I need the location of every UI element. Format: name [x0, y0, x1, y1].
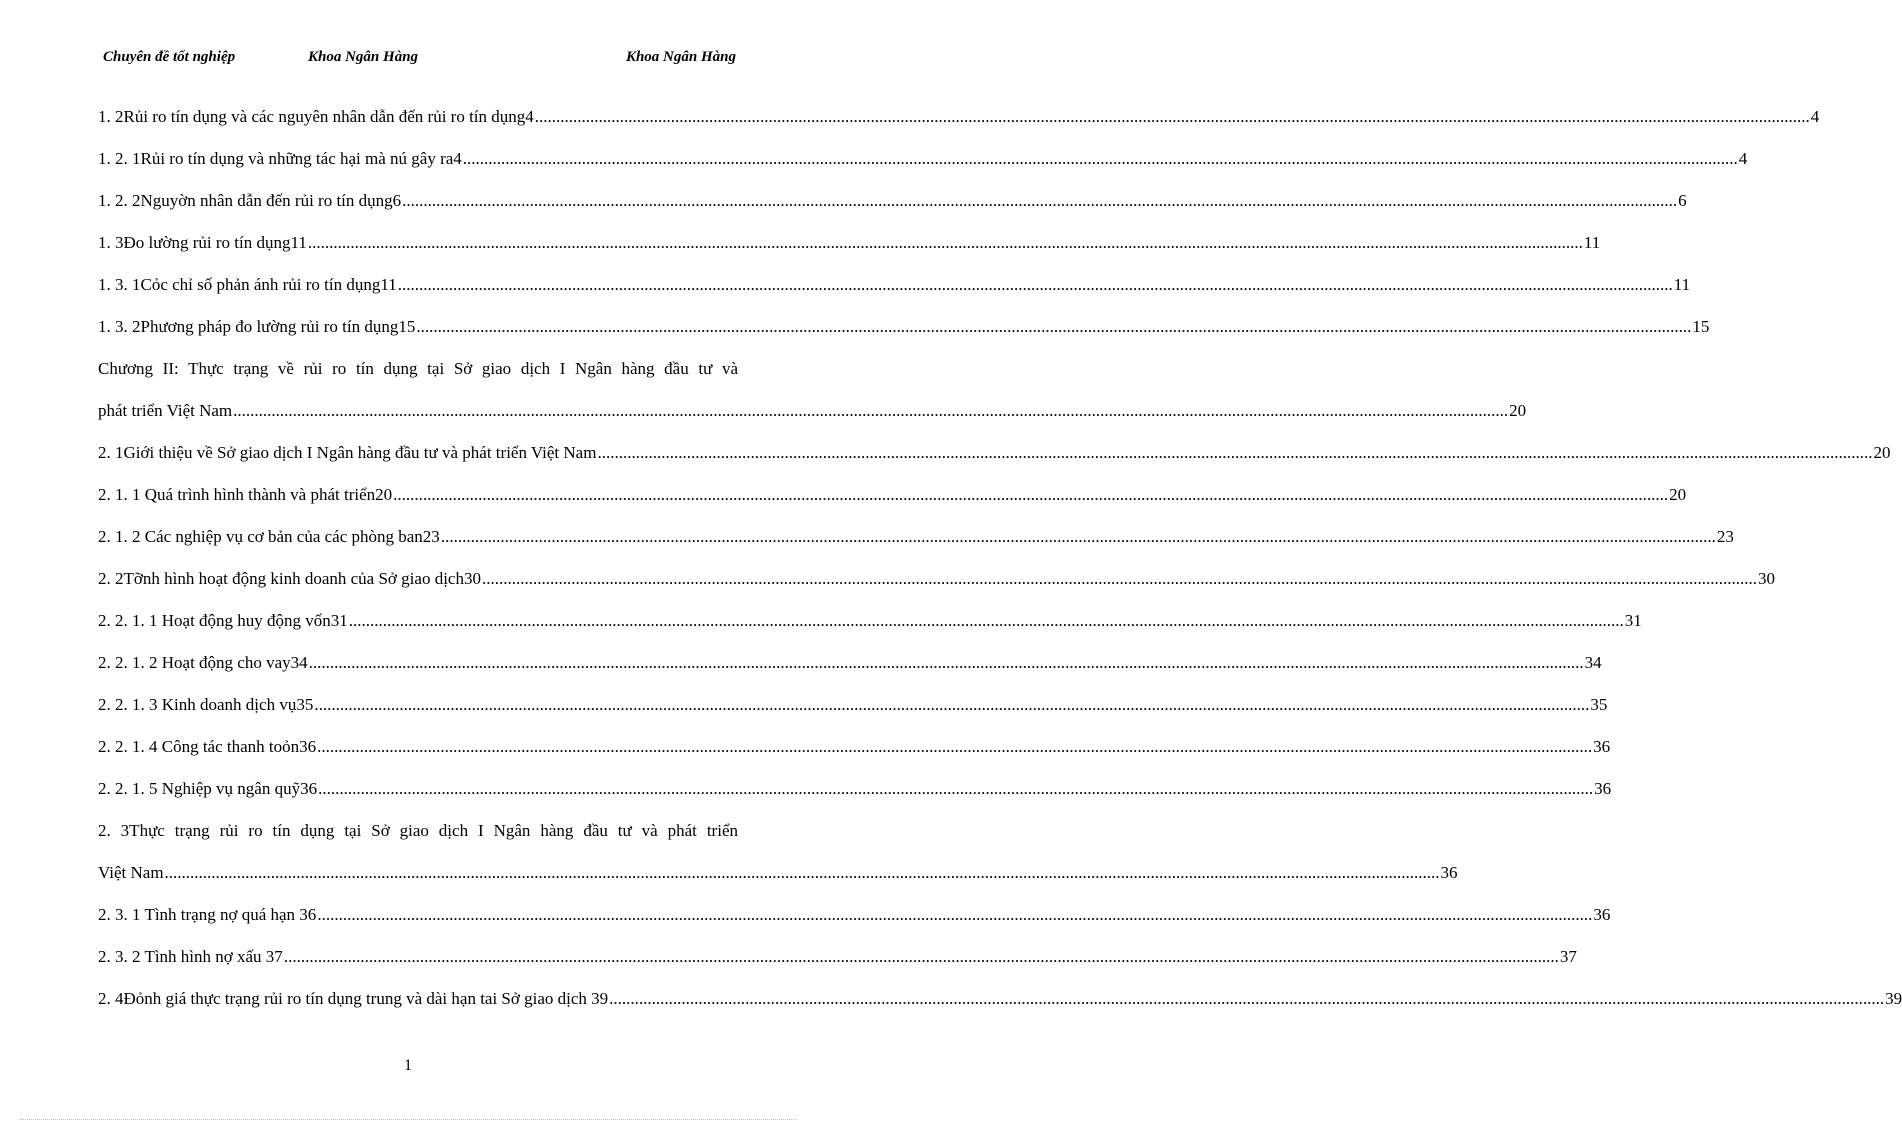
- toc-entry-title: 2. 2Tỡnh hình hoạt động kinh doanh của Sở giao dịch30: [98, 569, 481, 588]
- toc-entry[interactable]: [98, 569, 1775, 611]
- toc-entry-title: 1. 2Rủi ro tín dụng và các nguyên nhân dẫn đến rủi ro tín dụng4: [98, 107, 534, 126]
- toc-dot-leader: ............................................................................................................................................................................................................................................................................................................: [481, 569, 1757, 588]
- toc-entry-title: 2. 4Đỏnh giá thực trạng rủi ro tín dụng trung và dài hạn tai Sở giao dịch 39: [98, 989, 609, 1008]
- toc-entry-title-line1: Chương II: Thực trạng về rủi ro tín dụng tại Sở giao dịch I Ngân hàng đầu tư và: [98, 359, 738, 378]
- toc-dot-leader: ............................................................................................................................................................................................................................................................................................................: [318, 779, 1594, 798]
- toc-entry[interactable]: [98, 653, 1602, 695]
- toc-dot-leader: ............................................................................................................................................................................................................................................................................................................: [308, 653, 1584, 672]
- toc-page-number: 30: [1757, 569, 1775, 588]
- toc-entry-title: 2. 3. 2 Tình hình nợ xấu 37: [98, 947, 283, 966]
- toc-page-number: 36: [1594, 779, 1612, 798]
- toc-dot-leader: ............................................................................................................................................................................................................................................................................................................: [597, 443, 1873, 462]
- toc-page-number: 36: [1593, 905, 1611, 924]
- toc-page-number: 6: [1678, 191, 1687, 210]
- toc-entry[interactable]: [98, 905, 1611, 947]
- toc-page-number: 20: [1509, 401, 1527, 420]
- page-header: [0, 49, 816, 71]
- toc-entry-title: 2. 2. 1. 4 Công tác thanh toỏn36: [98, 737, 317, 756]
- toc-dot-leader: ............................................................................................................................................................................................................................................................................................................: [440, 527, 1716, 546]
- toc-entry[interactable]: [98, 443, 1891, 485]
- toc-page-number: 4: [1738, 149, 1748, 168]
- toc-entry-title: 1. 2. 2Nguyờn nhân dẫn đến rủi ro tín dụng6: [98, 191, 402, 210]
- toc-entry[interactable]: [98, 695, 1608, 737]
- toc-entry[interactable]: [98, 485, 1687, 527]
- toc-entry[interactable]: [98, 989, 1902, 1031]
- header-right-title: Khoa Ngân Hàng: [625, 49, 736, 65]
- header-left-title: Chuyên đề tốt nghiệp: [103, 49, 236, 65]
- toc-page-number: 20: [1669, 485, 1687, 504]
- bottom-divider: [20, 1119, 796, 1120]
- toc-entry[interactable]: [98, 359, 1527, 443]
- toc-dot-leader: ............................................................................................................................................................................................................................................................................................................: [233, 401, 1509, 420]
- toc-dot-leader: ............................................................................................................................................................................................................................................................................................................: [317, 905, 1593, 924]
- toc-entry-title: 2. 1. 1 Quá trình hình thành và phát triển20: [98, 485, 393, 504]
- toc-entry-title-line1: 2. 3Thực trạng rủi ro tín dụng tại Sở giao dịch I Ngân hàng đầu tư và phát triển: [98, 821, 738, 840]
- toc-entry-title: 1. 3. 1Cỏc chỉ số phản ánh rủi ro tín dụng11: [98, 275, 397, 294]
- toc-entry[interactable]: [98, 527, 1734, 569]
- page-number: 1: [404, 1057, 412, 1074]
- toc-page-number: 36: [1593, 737, 1611, 756]
- toc-page-number: 15: [1692, 317, 1710, 336]
- toc-entry[interactable]: [98, 191, 1687, 233]
- toc-dot-leader: ............................................................................................................................................................................................................................................................................................................: [393, 485, 1669, 504]
- toc-dot-leader: ............................................................................................................................................................................................................................................................................................................: [402, 191, 1678, 210]
- toc-entry-title: 2. 3. 1 Tình trạng nợ quá hạn 36: [98, 905, 317, 924]
- toc-entry[interactable]: [98, 275, 1691, 317]
- toc-page-number: 20: [1873, 443, 1891, 462]
- toc-entry-title: 2. 1Giới thiệu về Sở giao dịch I Ngân hàng đầu tư và phát triển Việt Nam: [98, 443, 597, 462]
- toc-dot-leader: ............................................................................................................................................................................................................................................................................................................: [534, 107, 1810, 126]
- toc-entry-title: 1. 2. 1Rủi ro tín dụng và những tác hại mà nú gây ra4: [98, 149, 462, 168]
- toc-page-number: 34: [1584, 653, 1602, 672]
- toc-entry[interactable]: [98, 611, 1642, 653]
- toc-page-number: 11: [1673, 275, 1691, 294]
- header-center-title: Khoa Ngân Hàng: [308, 49, 419, 65]
- toc-dot-leader: ............................................................................................................................................................................................................................................................................................................: [348, 611, 1624, 630]
- toc-entry-title: 1. 3Đo lường rủi ro tín dụng11: [98, 233, 307, 252]
- toc-page-number: 39: [1885, 989, 1902, 1008]
- toc-page-number: 35: [1590, 695, 1608, 714]
- toc-entry-title: Việt Nam: [98, 863, 164, 882]
- toc-entry[interactable]: [98, 317, 1710, 359]
- toc-entry[interactable]: [98, 779, 1612, 821]
- toc-entry[interactable]: [98, 233, 1601, 275]
- toc-entry-title: 2. 2. 1. 5 Nghiệp vụ ngân quỹ36: [98, 779, 318, 798]
- toc-dot-leader: ............................................................................................................................................................................................................................................................................................................: [317, 737, 1593, 756]
- toc-dot-leader: ............................................................................................................................................................................................................................................................................................................: [397, 275, 1673, 294]
- toc-page-number: 31: [1624, 611, 1642, 630]
- toc-dot-leader: ............................................................................................................................................................................................................................................................................................................: [307, 233, 1583, 252]
- toc-entry-title: 2. 1. 2 Các nghiệp vụ cơ bản của các phòng ban23: [98, 527, 440, 546]
- toc-dot-leader: ............................................................................................................................................................................................................................................................................................................: [164, 863, 1440, 882]
- toc-entry-title: 2. 2. 1. 1 Hoạt động huy động vốn31: [98, 611, 348, 630]
- toc-page-number: 23: [1716, 527, 1734, 546]
- toc-dot-leader: ............................................................................................................................................................................................................................................................................................................: [462, 149, 1738, 168]
- toc-entry[interactable]: [98, 107, 1820, 149]
- toc-dot-leader: ............................................................................................................................................................................................................................................................................................................: [314, 695, 1590, 714]
- toc-dot-leader: ............................................................................................................................................................................................................................................................................................................: [609, 989, 1885, 1008]
- toc-entry[interactable]: [98, 821, 1458, 905]
- toc-entry-title: 2. 2. 1. 3 Kinh doanh dịch vụ35: [98, 695, 314, 714]
- toc-page-number: 37: [1559, 947, 1577, 966]
- toc-entry[interactable]: [98, 947, 1577, 989]
- toc-entry[interactable]: [98, 737, 1611, 779]
- toc-entry-title: 1. 3. 2Phương pháp đo lường rủi ro tín dụng15: [98, 317, 416, 336]
- toc-page-number: 36: [1440, 863, 1458, 882]
- table-of-contents: [98, 107, 1902, 1031]
- toc-entry[interactable]: [98, 149, 1748, 191]
- toc-dot-leader: ............................................................................................................................................................................................................................................................................................................: [283, 947, 1559, 966]
- toc-page-number: 4: [1810, 107, 1820, 126]
- toc-entry-title: phát triển Việt Nam: [98, 401, 233, 420]
- toc-dot-leader: ............................................................................................................................................................................................................................................................................................................: [416, 317, 1692, 336]
- toc-entry-title: 2. 2. 1. 2 Hoạt động cho vay34: [98, 653, 308, 672]
- toc-page-number: 11: [1583, 233, 1601, 252]
